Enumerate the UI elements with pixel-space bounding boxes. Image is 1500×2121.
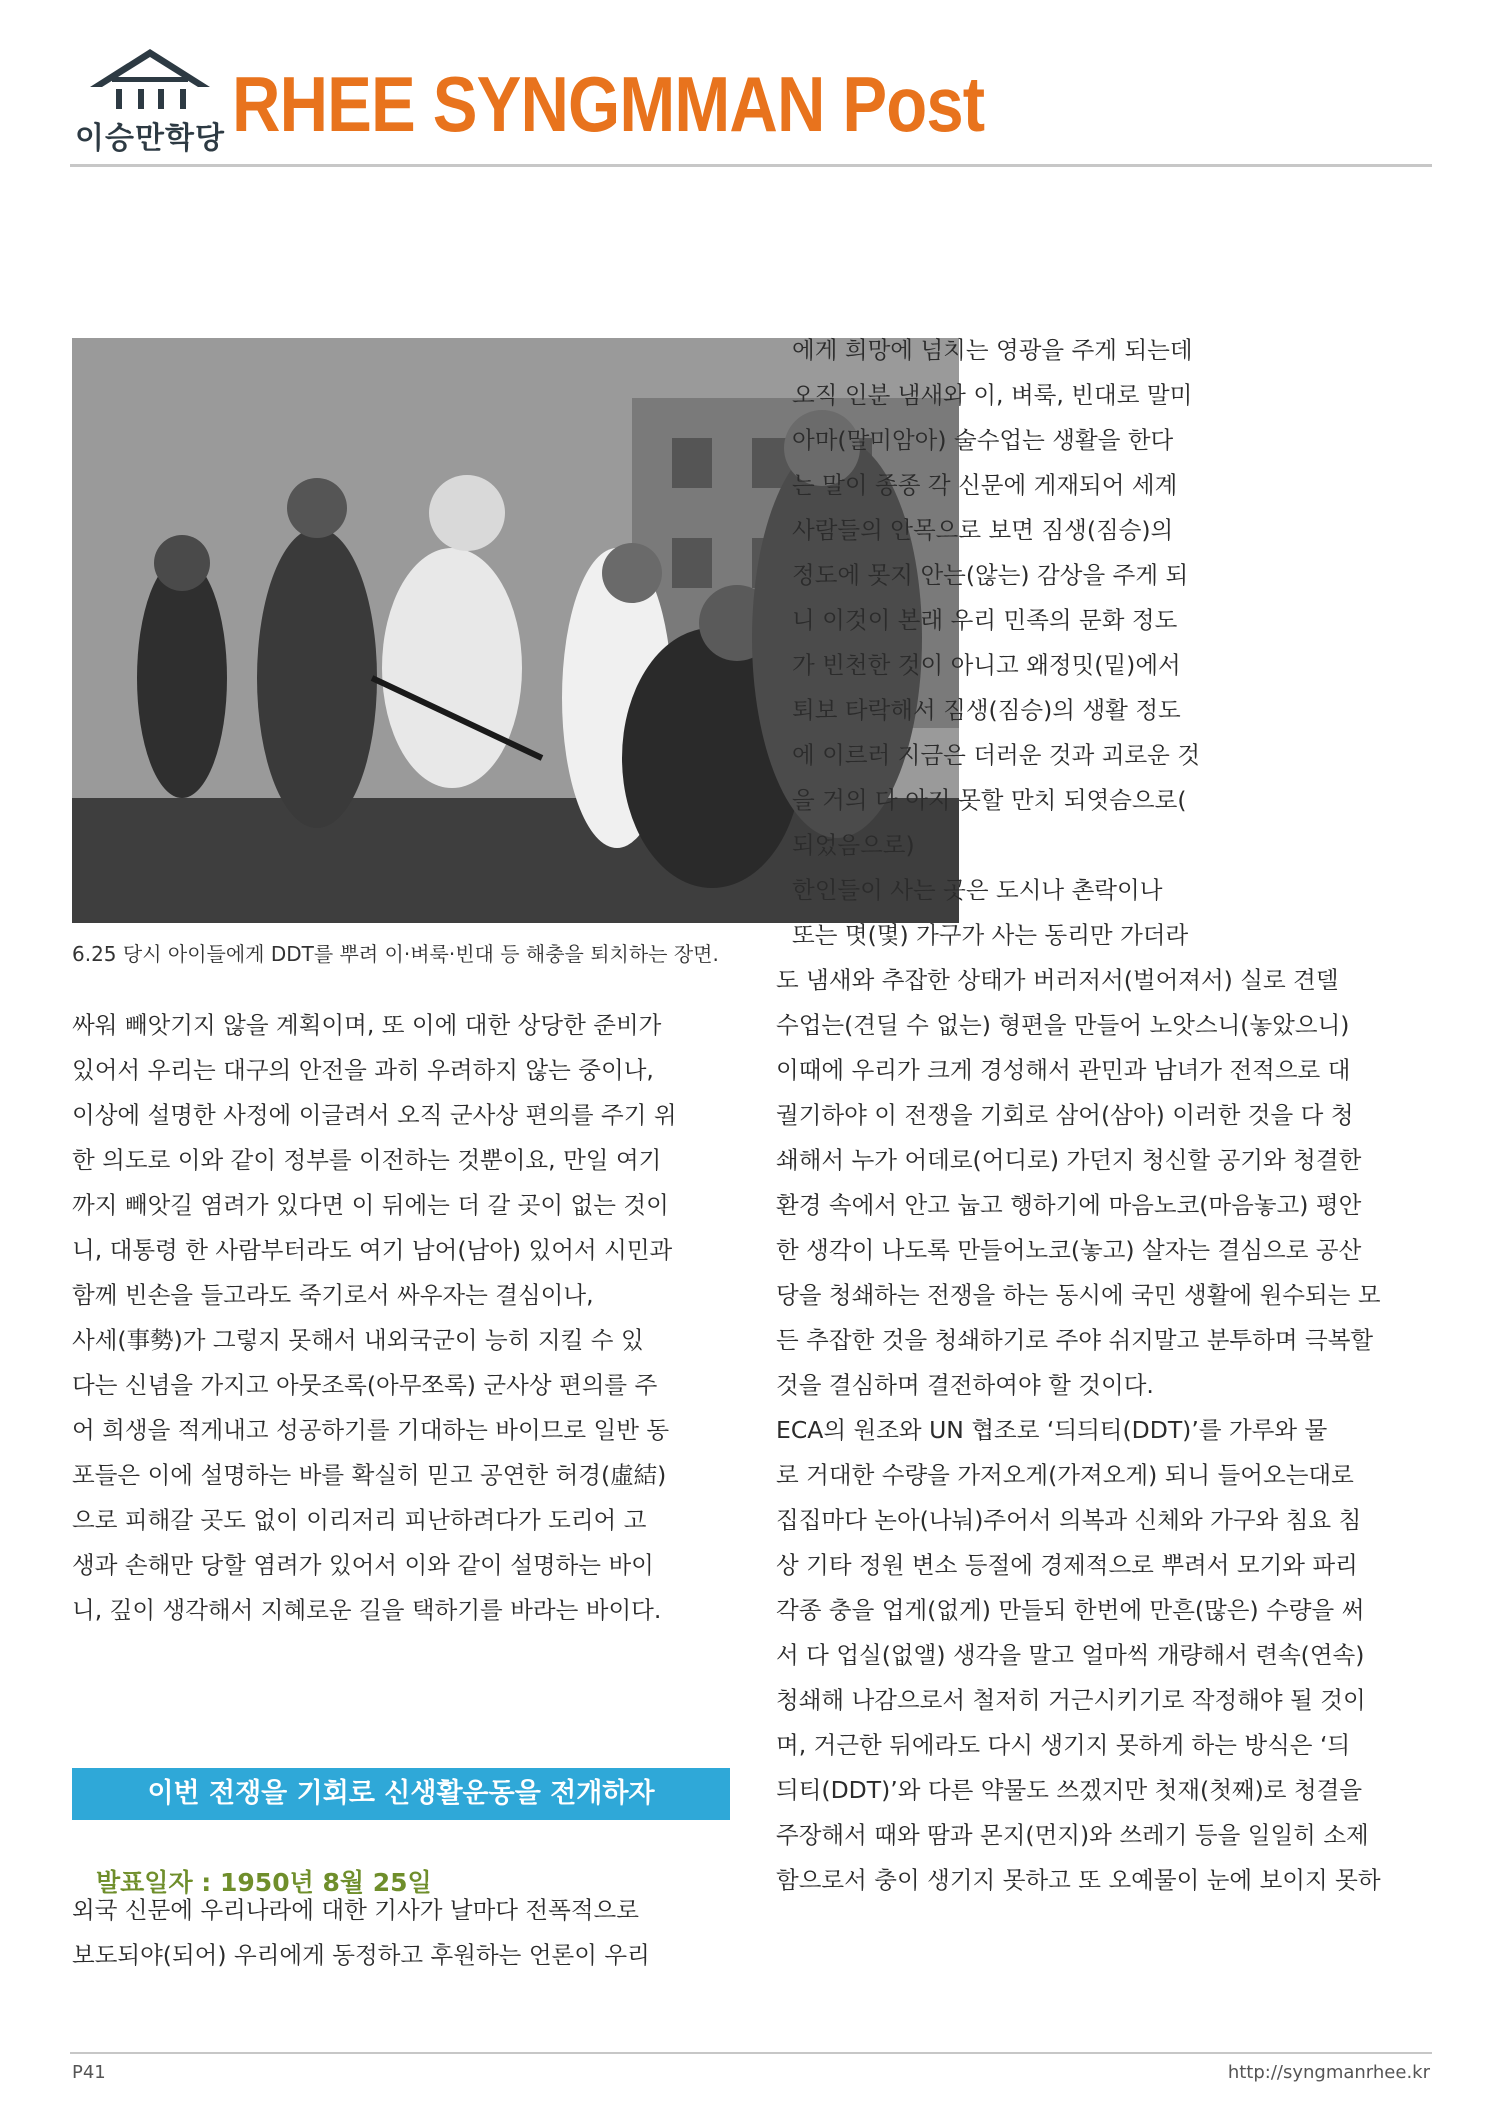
page-number: P41 [72,2062,106,2083]
text-line: 정도에 못지 안는(않는) 감상을 주게 되 [792,561,1189,589]
logo [70,45,240,165]
text-line: 니 이것이 본래 우리 민족의 문화 정도 [792,606,1178,634]
text-line: 사람들의 안목으로 보면 짐생(짐승)의 [792,516,1174,544]
text-line: 는 말이 종종 각 신문에 게재되어 세계 [792,471,1178,499]
text-line: 으로 피해갈 곳도 없이 이리저리 피난하려다가 도리어 고 [72,1506,647,1534]
text-line: 서 다 업실(없앨) 생각을 말고 얼마씩 개량해서 련속(연속) [776,1641,1365,1669]
text-line: 이때에 우리가 크게 경성해서 관민과 남녀가 전적으로 대 [776,1056,1351,1084]
right-column-text [776,328,1432,1903]
text-line: 당을 청쇄하는 전쟁을 하는 동시에 국민 생활에 원수되는 모 [776,1281,1381,1309]
text-line: 한인들이 사는 곳은 도시나 촌락이나 [792,876,1163,904]
text-line: 궐기하야 이 전쟁을 기회로 삼어(삼아) 이러한 것을 다 청 [776,1101,1354,1129]
text-line: 상 기타 정원 변소 등절에 경제적으로 뿌려서 모기와 파리 [776,1551,1358,1579]
logo-text: 이승만학당 [75,121,225,156]
text-line: 생과 손해만 당할 염려가 있어서 이와 같이 설명하는 바이 [72,1551,654,1579]
text-line: 환경 속에서 안고 눕고 행하기에 마음노코(마음놓고) 평안 [776,1191,1362,1219]
text-line: 든 추잡한 것을 청쇄하기로 주야 쉬지말고 분투하며 극복할 [776,1326,1374,1354]
text-line: 오직 인분 냄새와 이, 벼룩, 빈대로 말미 [792,381,1193,409]
text-line: 것을 결심하며 결전하여야 할 것이다. [776,1371,1154,1399]
text-line: 되었음으로) [792,831,915,859]
publication-title: RHEE SYNGMMAN Post [232,60,985,148]
text-line: ECA의 원조와 UN 협조로 ‘듸듸티(DDT)’를 가루와 물 [776,1416,1328,1444]
text-line: 집집마다 논아(나눠)주어서 의복과 신체와 가구와 침요 침 [776,1506,1362,1534]
text-line: 다는 신념을 가지고 아뭇조록(아무쪼록) 군사상 편의를 주 [72,1371,658,1399]
text-line: 에게 희망에 넘치는 영광을 주게 되는데 [792,336,1193,364]
website-link[interactable]: http://syngmanrhee.kr [1227,2062,1430,2083]
text-line: 함으로서 충이 생기지 못하고 또 오예물이 눈에 보이지 못하 [776,1866,1381,1894]
text-line: 에 이르러 지금은 더러운 것과 괴로운 것 [792,741,1201,769]
text-line: 있어서 우리는 대구의 안전을 과히 우려하지 않는 중이나, [72,1056,654,1084]
photo-caption: 6.25 당시 아이들에게 DDT를 뿌려 이·벼룩·빈대 등 해충을 퇴치하는 장면. [72,942,719,966]
text-line: 포들은 이에 설명하는 바를 확실히 믿고 공연한 허경(虛結) [72,1461,667,1489]
text-line: 며, 거근한 뒤에라도 다시 생기지 못하게 하는 방식은 ‘듸 [776,1731,1351,1759]
text-line: 주장해서 때와 땀과 몬지(먼지)와 쓰레기 등을 일일히 소제 [776,1821,1369,1849]
text-line: 가 빈천한 것이 아니고 왜정밋(밑)에서 [792,651,1181,679]
text-line: 함께 빈손을 들고라도 죽기로서 싸우자는 결심이나, [72,1281,594,1309]
text-line: 쇄해서 누가 어데로(어디로) 가던지 청신할 공기와 청결한 [776,1146,1362,1174]
text-line: 니, 대통령 한 사람부터라도 여기 남어(남아) 있어서 시민과 [72,1236,673,1264]
section-heading: 이번 전쟁을 기회로 신생활운동을 전개하자 [72,1768,730,1820]
left-column-text [72,1003,732,1633]
text-line: 보도되야(되어) 우리에게 동정하고 후원하는 언론이 우리 [72,1941,650,1969]
text-line: 아마(말미암아) 술수업는 생활을 한다 [792,426,1174,454]
text-line: 또는 몃(몇) 가구가 사는 동리만 가더라 [792,921,1189,949]
text-line: 수업는(견딜 수 없는) 형편을 만들어 노앗스니(놓았으니) [776,1011,1350,1039]
text-line: 청쇄해 나감으로서 철저히 거근시키기로 작정해야 될 것이 [776,1686,1366,1714]
header-divider [70,164,1432,167]
publication-date: 발표일자 : 1950년 8월 25일 [96,1868,432,1897]
text-line: 한 의도로 이와 같이 정부를 이전하는 것뿐이요, 만일 여기 [72,1146,662,1174]
text-line: 싸워 빼앗기지 않을 계획이며, 또 이에 대한 상당한 준비가 [72,1011,662,1039]
house-logo-icon [88,47,212,117]
text-line: 어 희생을 적게내고 성공하기를 기대하는 바이므로 일반 동 [72,1416,670,1444]
text-line: 니, 깊이 생각해서 지혜로운 길을 택하기를 바라는 바이다. [72,1596,662,1624]
text-line: 듸티(DDT)’와 다른 약물도 쓰겠지만 첫재(첫째)로 청결을 [776,1776,1363,1804]
text-line: 사세(事勢)가 그렇지 못해서 내외국군이 능히 지킬 수 있 [72,1326,644,1354]
text-line: 이상에 설명한 사정에 이글려서 오직 군사상 편의를 주기 위 [72,1101,677,1129]
text-line: 을 거의 다 아지 못할 만치 되엿슴으로( [792,786,1187,814]
text-line: 까지 빼앗길 염려가 있다면 이 뒤에는 더 갈 곳이 없는 것이 [72,1191,669,1219]
text-line: 로 거대한 수량을 가저오게(가져오게) 되니 들어오는대로 [776,1461,1354,1489]
left-column-continued [72,1888,732,1978]
footer-divider [70,2052,1432,2054]
text-line: 한 생각이 나도록 만들어노코(놓고) 살자는 결심으로 공산 [776,1236,1362,1264]
text-line: 외국 신문에 우리나라에 대한 기사가 날마다 전폭적으로 [72,1896,639,1924]
page-header [70,45,1420,165]
text-line: 도 냄새와 추잡한 상태가 버러저서(벌어져서) 실로 견델 [776,966,1339,994]
text-line: 퇴보 타락해서 짐생(짐승)의 생활 정도 [792,696,1181,724]
text-line: 각종 충을 업게(없게) 만들되 한번에 만흔(많은) 수량을 써 [776,1596,1365,1624]
